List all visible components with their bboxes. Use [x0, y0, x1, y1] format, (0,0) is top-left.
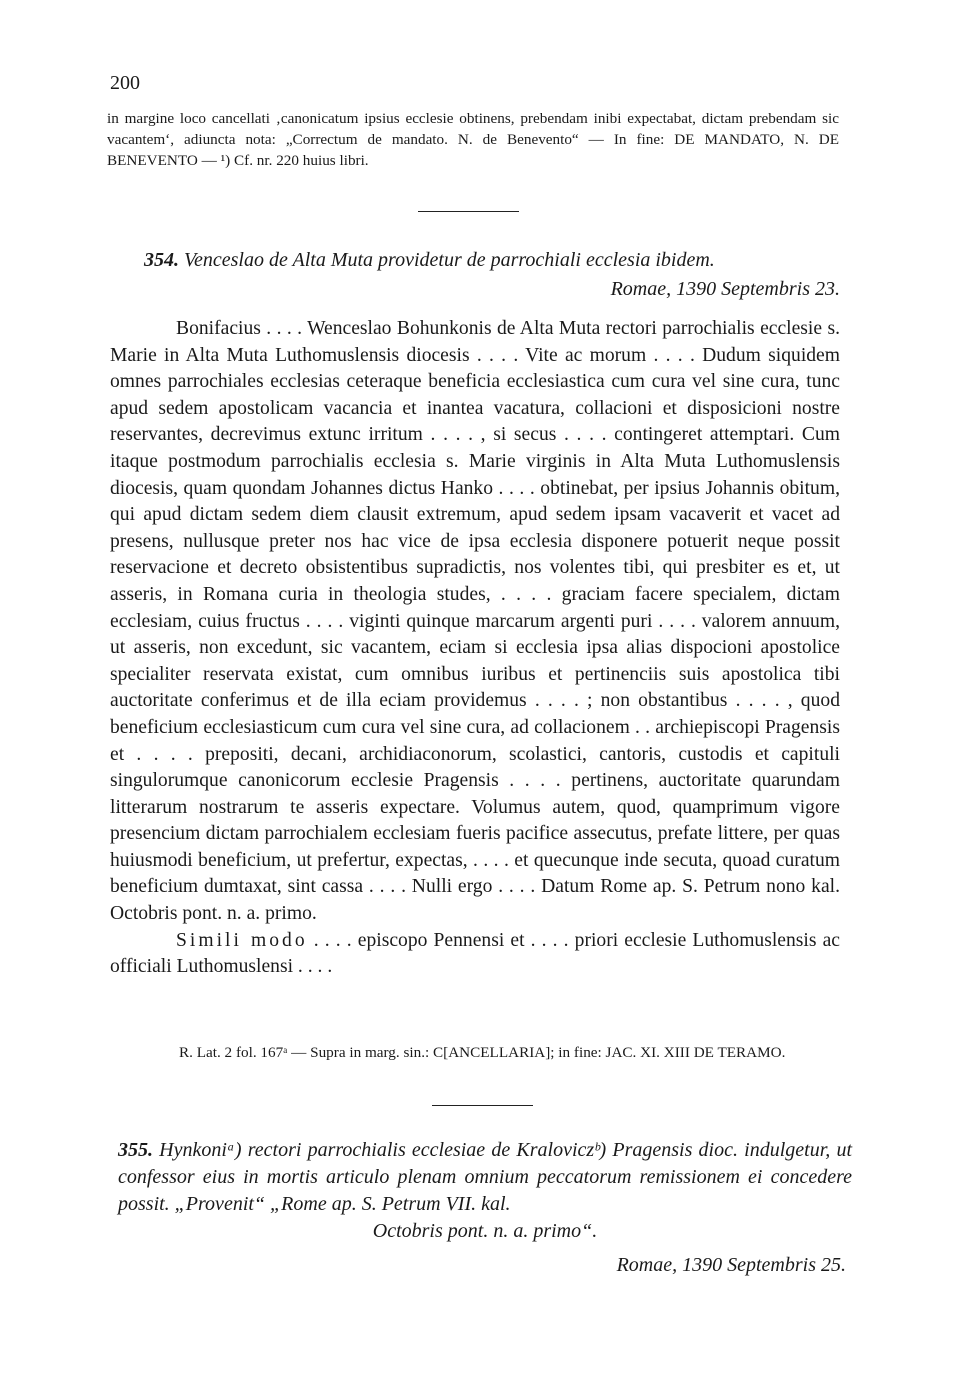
footnote-continuation: in margine loco cancellati ‚canonicatum ipsius ecclesie obtinens, prebendam inibi expectabat, dictam prebendam sic vacantem‘, adiuncta nota: „Correctum de mandato. N. de Benevento“ — In fine: DE MANDATO, N. DE BENEVENTO — ¹) Cf. nr. 220 huius libri. [107, 110, 839, 169]
entry-354-source [117, 1042, 842, 1063]
entry-354-body [110, 316, 840, 981]
entry-355-number: 355. [118, 1139, 153, 1161]
page-number: 200 [110, 72, 140, 94]
entry-354-paragraph-2-text: . . . . episcopo Pennensi et . . . . priori ecclesie Luthomuslensis ac officiali Luthomuslensi . . . . [110, 929, 840, 978]
entry-355-heading [118, 1137, 852, 1245]
entry-354-paragraph-2 [110, 928, 840, 981]
section-divider-top [418, 211, 519, 212]
section-divider-bottom [432, 1105, 533, 1106]
entry-354-heading [144, 247, 844, 274]
entry-354-number: 354. [144, 249, 179, 271]
entry-354-source-text: R. Lat. 2 fol. 167ᵃ — Supra in marg. sin.: C[ANCELLARIA]; in fine: JAC. XI. XIII DE TERAMO. [179, 1044, 786, 1061]
entry-355-title-last: Octobris pont. n. a. primo“. [372, 1220, 598, 1242]
entry-354-paragraph-1: Bonifacius . . . . Wenceslao Bohunkonis de Alta Muta rectori parrochialis ecclesie s. Marie in Alta Muta Luthomuslensis diocesis . . . . Vite ac morum . . . . Dudum siquidem omnes parrochiales ecclesias ceteraque beneficia ecclesiastica cum cura vel sine cura, tunc apud sedem apostolicam vacancia et inantea vacatura, collacioni et disposicioni nostre reservantes, decrevimus extunc irritum . . . . , si secus . . . . contingeret attemptari. Cum itaque postmodum parrochialis ecclesia s. Marie virginis in Alta Muta Luthomuslensis diocesis, quam quondam Johannes dictus Hanko . . . . obtinebat, per ipsius Johannis obitum, qui apud dictam sedem diem clausit extremum, apud sedem ipsam vacaverit et vacet ad presens, nullusque preter nos hac vice de ipsa ecclesia disponere potuerit neque possit reservacione et decreto obsistentibus supradictis, nos volentes tibi, qui presbiter es et, ut asseris, in Romana curia in theologia studes, . . . . graciam facere specialem, dictam ecclesiam, cuius fructus . . . . viginti quinque marcarum argenti puri . . . . valorem annuum, ut asseris, non excedunt, sic vacantem, eciam si ecclesia ipsa alias dispocioni apostolice specialiter reservata existat, cum omnibus iuribus et pertinenciis suis apostolica tibi auctoritate conferimus et de illa eciam providemus . . . . ; non obstantibus . . . . , quod beneficium ecclesiasticum cum cura vel sine cura, ad collacionem . . archiepiscopi Pragensis et . . . . prepositi, decani, archidiaconorum, scolastici, cantoris, custodis et capituli singulorumque canonicorum ecclesie Pragensis . . . . pertinens, auctoritate quarundam litterarum nostrarum te asseris expectare. Volumus autem, quod, quamprimum vigore presencium dictam parrochialem ecclesiam fueris pacifice assecutus, prefate littere, per quas huiusmodi beneficium, ut prefertur, expectas, . . . . et quecunque inde secuta, quoad curatum beneficium dumtaxat, sint cassa . . . . Nulli ergo . . . . Datum Rome ap. S. Petrum nono kal. Octobris pont. n. a. primo. [110, 318, 840, 925]
entry-355-date: Romae, 1390 Septembris 25. [616, 1254, 846, 1276]
entry-354-title: Venceslao de Alta Muta providetur de parrochiali ecclesia ibidem. [184, 249, 715, 271]
entry-354-date: Romae, 1390 Septembris 23. [610, 278, 840, 300]
entry-355-title: Hynkoniᵃ) rectori parrochialis ecclesiae de Kraloviczᵇ) Pragensis dioc. indulgetur, ut confessor eius in mortis articulo plenam omnium peccatorum remissionem ei concedere possit. „Provenit“ „Rome ap. S. Petrum VII. kal. [118, 1139, 852, 1215]
similiter-word: Simili modo [176, 929, 308, 951]
